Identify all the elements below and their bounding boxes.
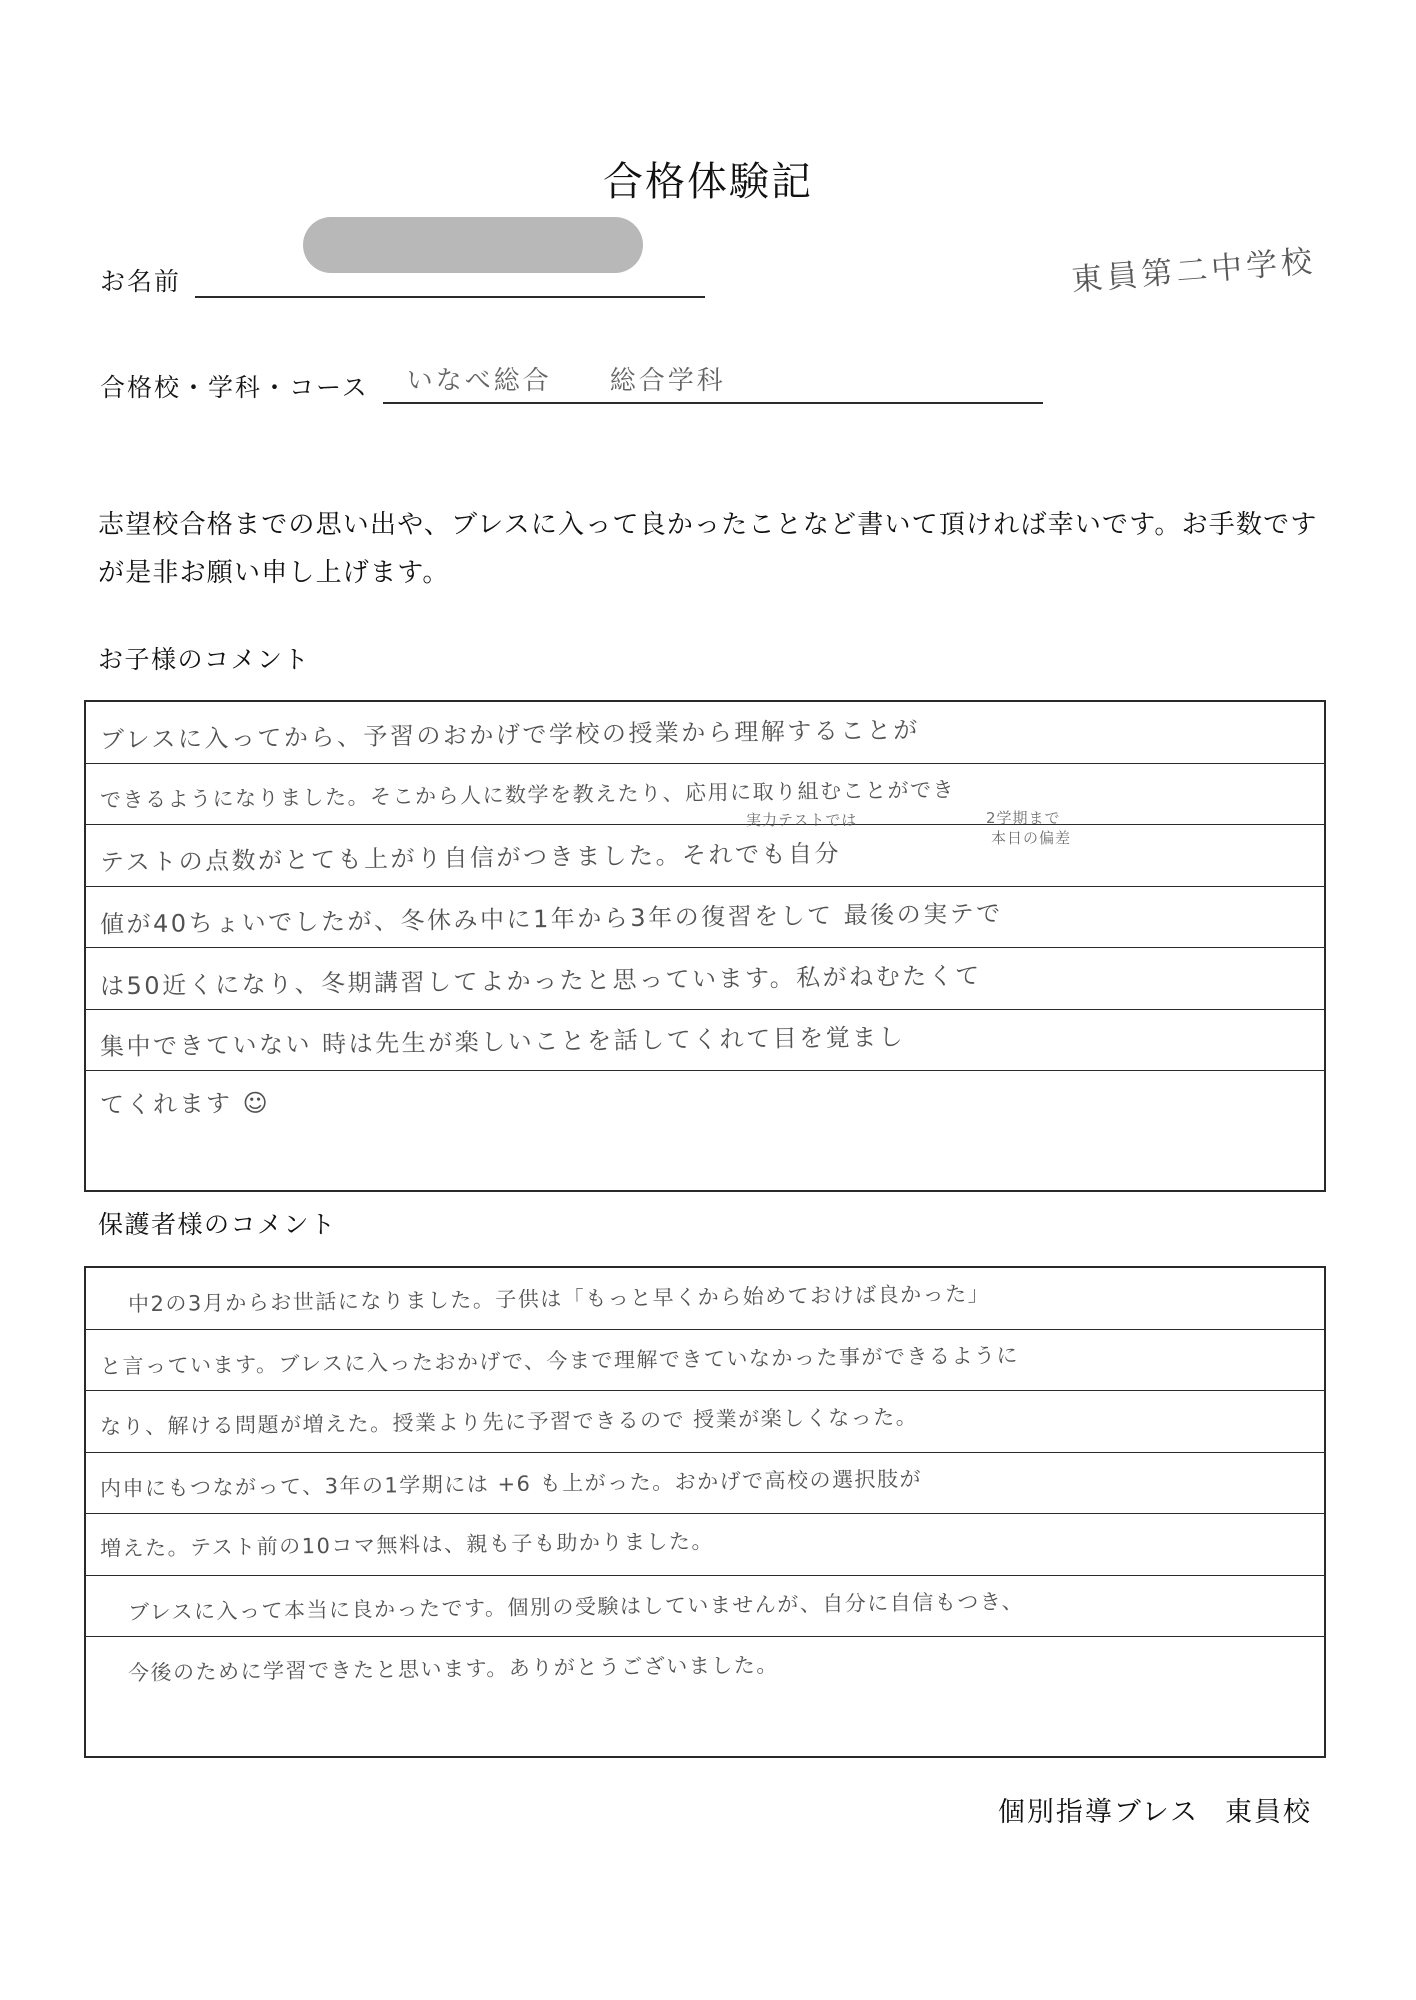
page-title: 合格体験記 — [603, 160, 813, 204]
name-field-row — [100, 262, 705, 298]
footer-branch: 東員校 — [1225, 1797, 1312, 1827]
handwriting-line — [86, 764, 1324, 826]
handwriting-text: 値が40ちょいでしたが、冬休み中に1年から3年の復習をして 最後の実テで — [99, 899, 1003, 939]
course-field-value: いなべ総合 総合学科 — [406, 366, 726, 396]
handwriting-text: と言っています。ブレスに入ったおかげで、今まで理解できていなかった事ができるように — [99, 1343, 1020, 1379]
handwriting-line — [86, 948, 1324, 1010]
handwriting-text: テストの点数がとても上がり自信がつきました。それでも自分 — [99, 839, 842, 877]
handwriting-text: 内申にもつながって、3年の1学期には +6 も上がった。おかげで高校の選択肢が — [99, 1466, 923, 1501]
handwriting-text: 増えた。テスト前の10コマ無料は、親も子も助かりました。 — [99, 1529, 715, 1561]
course-field-row — [100, 368, 1043, 404]
handwriting-line — [86, 887, 1324, 949]
redaction-block — [303, 217, 643, 273]
name-field-input[interactable] — [195, 262, 705, 298]
handwriting-text: てくれます ☺ — [99, 1089, 271, 1120]
handwriting-line — [86, 1330, 1324, 1392]
child-comment-box[interactable] — [84, 700, 1326, 1192]
annotation-text: 2学期まで — [986, 809, 1061, 827]
handwriting-line — [86, 1514, 1324, 1576]
school-name-handwritten: 東員第二中学校 — [1070, 243, 1318, 299]
annotation-text: 本日の偏差 — [991, 829, 1072, 847]
handwriting-line — [86, 809, 1324, 887]
handwriting-line — [86, 1637, 1324, 1699]
handwriting-line — [86, 1576, 1324, 1638]
handwriting-text: 集中できていない 時は先生が楽しいことを話してくれて目を覚まし — [99, 1023, 906, 1062]
instructions-paragraph: 志望校合格までの思い出や、ブレスに入って良かったことなど書いて頂ければ幸いです。お手数ですが是非お願い申し上げます。 — [98, 509, 1318, 588]
parent-comment-heading: 保護者様のコメント — [98, 1211, 337, 1239]
handwriting-text: 中2の3月からお世話になりました。子供は「もっと早くから始めておけば良かった」 — [127, 1281, 991, 1317]
course-field-input[interactable] — [383, 368, 1043, 404]
handwriting-text: ブレスに入ってから、予習のおかげで学校の授業から理解することが — [99, 715, 920, 754]
handwriting-text: なり、解ける問題が増えた。授業より先に予習できるので 授業が楽しくなった。 — [99, 1405, 919, 1440]
handwriting-text: 今後のために学習できたと思います。ありがとうございました。 — [127, 1652, 779, 1685]
footer-signature — [998, 1790, 1312, 1829]
child-comment-heading: お子様のコメント — [98, 646, 311, 674]
handwriting-line — [86, 1268, 1324, 1330]
handwriting-text: ブレスに入って本当に良かったです。個別の受験はしていませんが、自分に自信もつき、 — [127, 1589, 1025, 1625]
parent-comment-box[interactable] — [84, 1266, 1326, 1758]
handwriting-line — [86, 1071, 1324, 1133]
handwriting-line — [86, 1453, 1324, 1515]
handwriting-text: は50近くになり、冬期講習してよかったと思っています。私がねむたくて — [99, 961, 982, 1001]
name-field-label: お名前 — [100, 268, 182, 296]
course-field-label: 合格校・学科・コース — [100, 374, 369, 402]
handwriting-text: できるようになりました。そこから人に数学を教えたり、応用に取り組むことができ — [99, 777, 956, 812]
handwriting-line — [86, 1391, 1324, 1453]
handwriting-line — [86, 1010, 1324, 1072]
handwriting-line — [86, 702, 1324, 764]
footer-brand: 個別指導ブレス — [997, 1797, 1199, 1827]
annotation-text: 実力テストでは — [746, 811, 858, 829]
